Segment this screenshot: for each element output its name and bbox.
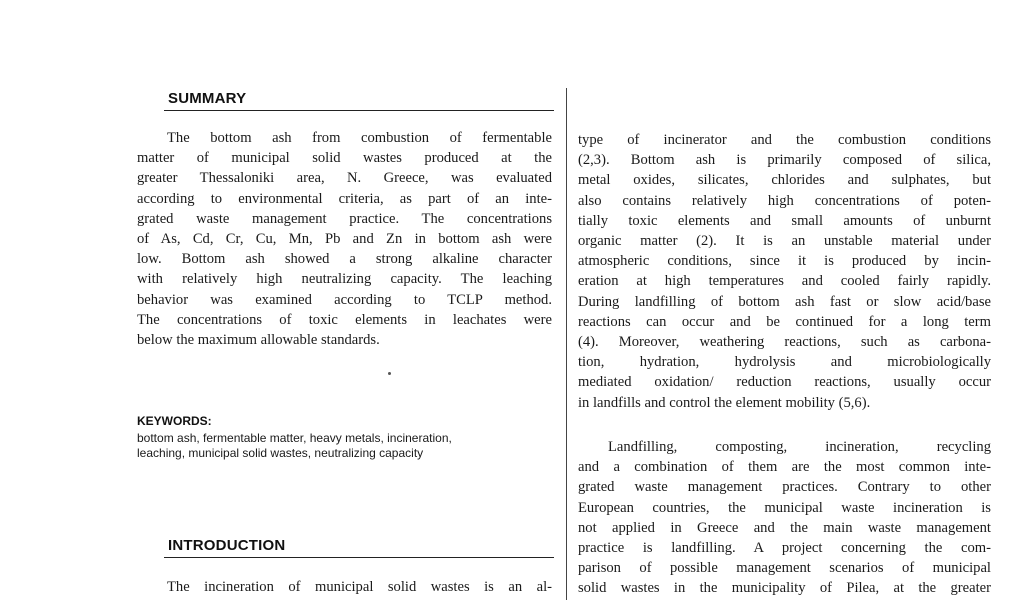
keywords-line: bottom ash, fermentable matter, heavy metals, incineration, [137,431,452,445]
summary-line: below the maximum allowable standards. [137,332,380,349]
body-line: practice is landfilling. A project concerning the com- [578,540,991,557]
body-line: eration at high temperatures and cooled fairly rapidly. [578,273,991,290]
body-line: European countries, the municipal waste incineration is [578,499,991,516]
right-paragraph-2 [578,437,991,599]
introduction-paragraph [137,577,552,597]
introduction-line: The incineration of municipal solid wastes is an al- [167,579,552,595]
column-divider [566,88,567,600]
summary-line: behavior was examined according to TCLP method. [137,291,552,308]
summary-line: according to environmental criteria, as part of an inte- [137,190,552,207]
body-line: Landfilling, composting, incineration, recycling [608,439,991,455]
body-line: metal oxides, silicates, chlorides and sulphates, but [578,172,991,189]
body-line: reactions can occur and be continued for a long term [578,313,991,330]
keywords-heading: KEYWORDS: [137,414,212,428]
summary-line: grated waste management practice. The concentrations [137,210,552,227]
body-line: not applied in Greece and the main waste management [578,519,991,536]
body-line: solid wastes in the municipality of Pilea, at the greater [578,580,991,597]
introduction-rule [164,557,554,558]
summary-paragraph [137,128,552,350]
body-line: During landfilling of bottom ash fast or slow acid/base [578,293,991,310]
summary-line: greater Thessaloniki area, N. Greece, was evaluated [137,170,552,187]
summary-line: The bottom ash from combustion of fermentable [167,130,552,146]
summary-rule [164,110,554,111]
body-line: grated waste management practices. Contrary to other [578,479,991,496]
body-line: tially toxic elements and small amounts of unburnt [578,212,991,229]
keywords-line: leaching, municipal solid wastes, neutralizing capacity [137,446,424,460]
body-line: organic matter (2). It is an unstable material under [578,233,991,250]
body-line: tion, hydration, hydrolysis and microbiologically [578,354,991,371]
body-line: (4). Moreover, weathering reactions, such as carbona- [578,334,991,351]
body-line: type of incinerator and the combustion conditions [578,132,991,148]
summary-line: matter of municipal solid wastes produced at the [137,150,552,167]
keywords-list [137,431,557,461]
body-line: atmospheric conditions, since it is produced by incin- [578,253,991,270]
stray-dot [388,372,391,375]
body-line: and a combination of them are the most common inte- [578,459,991,476]
introduction-heading: INTRODUCTION [168,537,286,554]
summary-line: with relatively high neutralizing capacity. The leaching [137,271,552,288]
body-line: in landfills and control the element mobility (5,6). [578,394,871,411]
right-paragraph-1 [578,130,991,413]
body-line: (2,3). Bottom ash is primarily composed of silica, [578,152,991,169]
body-line: also contains relatively high concentrations of poten- [578,192,991,209]
summary-line: The concentrations of toxic elements in leachates were [137,311,552,328]
body-line: mediated oxidation/ reduction reactions, usually occur [578,374,991,391]
summary-line: of As, Cd, Cr, Cu, Mn, Pb and Zn in bottom ash were [137,231,552,248]
body-line: parison of possible management scenarios of municipal [578,560,991,577]
summary-line: low. Bottom ash showed a strong alkaline character [137,251,552,268]
summary-heading: SUMMARY [168,90,247,107]
